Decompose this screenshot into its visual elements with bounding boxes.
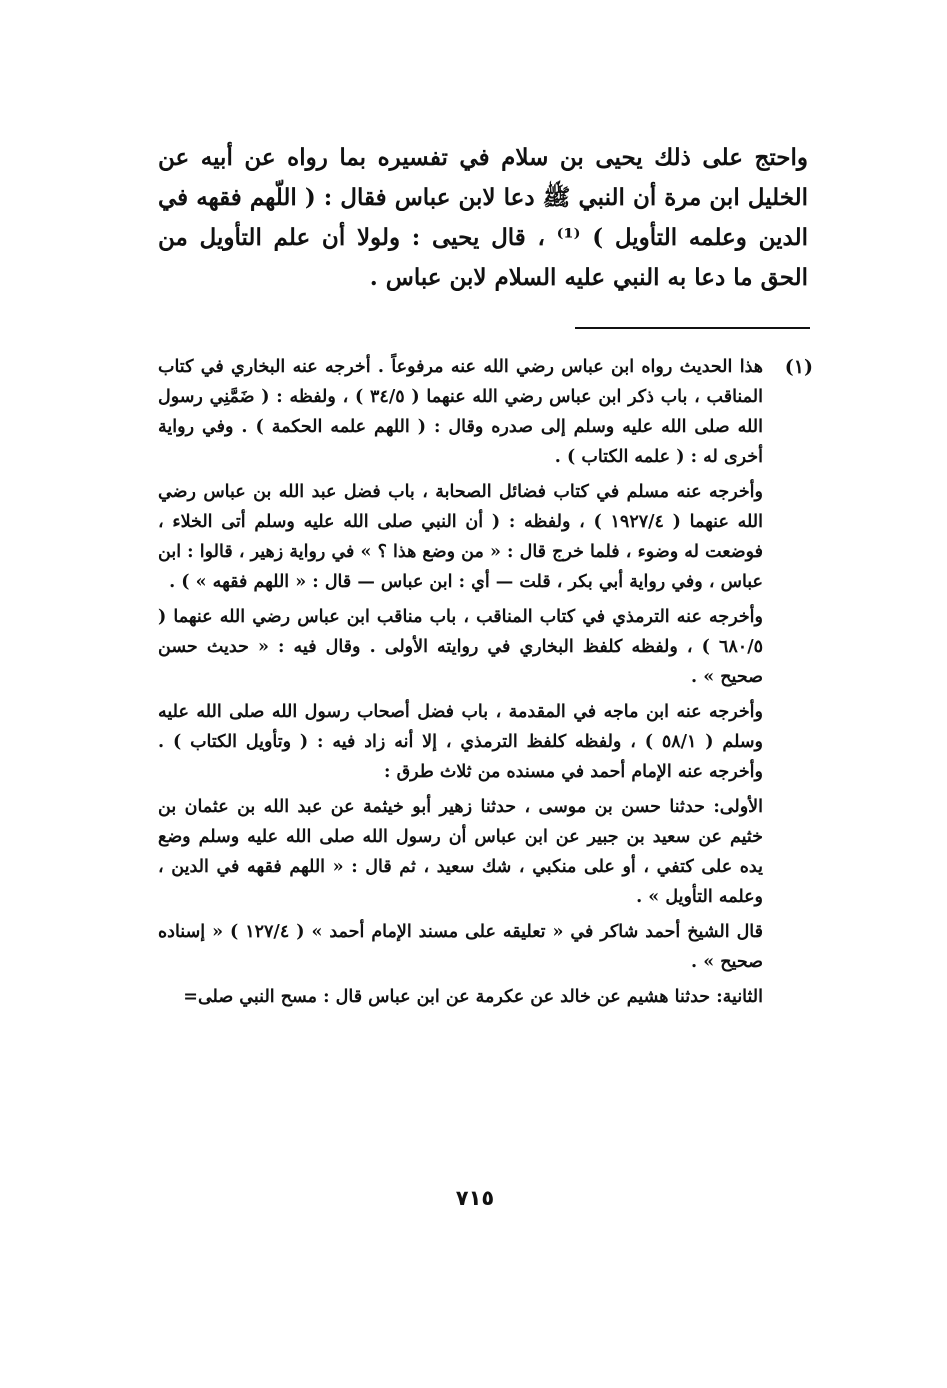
- main-text-block: [158, 138, 808, 298]
- footnote-paragraph: الثانية: حدثنا هشيم عن خالد عن عكرمة عن ابن عباس قال : مسح النبي صلى=: [183, 987, 763, 1007]
- main-paragraph: واحتج على ذلك يحيى بن سلام في تفسيره بما رواه عن أبيه عن الخليل ابن مرة أن النبي ﷺ دعا لابن عباس فقال : ( اللّهم فقهه في الدين وعلمه التأويل ) ⁽¹⁾ ، قال يحيى : ولولا أن علم التأويل من الحق ما دعا به النبي عليه السلام لابن عباس .: [158, 144, 808, 291]
- footnote-paragraph: وأخرجه عنه ابن ماجه في المقدمة ، باب فضل أصحاب رسول الله صلى الله عليه وسلم ( ٥٨/١ ) ، ولفظه كلفظ الترمذي ، إلا أنه زاد فيه : ( وتأويل الكتاب ) . وأخرجه عنه الإمام أحمد في مسنده من ثلاث طرق :: [158, 702, 763, 782]
- footnote-paragraph: قال الشيخ أحمد شاكر في « تعليقه على مسند الإمام أحمد » ( ١٢٧/٤ ) « إسناده صحيح » .: [158, 922, 763, 972]
- footnote-paragraph: الأولى: حدثنا حسن بن موسى ، حدثنا زهير أبو خيثمة عن عبد الله بن عثمان بن خثيم عن سعيد بن جبير عن ابن عباس أن رسول الله صلى الله عليه وسلم وضع يده على كتفي ، أو على منكبي ، شك سعيد ، ثم قال : « اللهم فقهه في الدين ، وعلمه التأويل » .: [158, 797, 763, 907]
- footnote-paragraph: وأخرجه عنه الترمذي في كتاب المناقب ، باب مناقب ابن عباس رضي الله عنهما ( ٦٨٠/٥ ) ، ولفظه كلفظ البخاري في روايته الأولى . وقال فيه : « حديث حسن صحيح » .: [158, 607, 763, 687]
- footnote-paragraph: وأخرجه عنه مسلم في كتاب فضائل الصحابة ، باب فضل عبد الله بن عباس رضي الله عنهما ( ١٩٢٧/٤ ) ، ولفظه : ( أن النبي صلى الله عليه وسلم أتى الخلاء ، فوضعت له وضوء ، فلما خرج قال : « من وضع هذا ؟ » في رواية زهير ، قالوا : ابن عباس ، وفي رواية أبي بكر ، قلت — أي : ابن عباس — قال : « اللهم فقهه » ) .: [158, 482, 763, 592]
- footnote-paragraph: هذا الحديث رواه ابن عباس رضي الله عنه مرفوعاً . أخرجه عنه البخاري في كتاب المناقب ، باب ذكر ابن عباس رضي الله عنهما ( ٣٤/٥ ) ، ولفظه : ( ضَمَّنِي رسول الله صلى الله عليه وسلم إلى صدره وقال : ( اللهم علمه الحكمة ) . وفي رواية أخرى له : ( علمه الكتاب ) .: [158, 357, 763, 467]
- footnote-number: (١): [784, 356, 813, 378]
- page-number: ٧١٥: [455, 1186, 495, 1210]
- footnotes-block: [158, 352, 763, 1017]
- footnote-separator-line: [575, 327, 810, 329]
